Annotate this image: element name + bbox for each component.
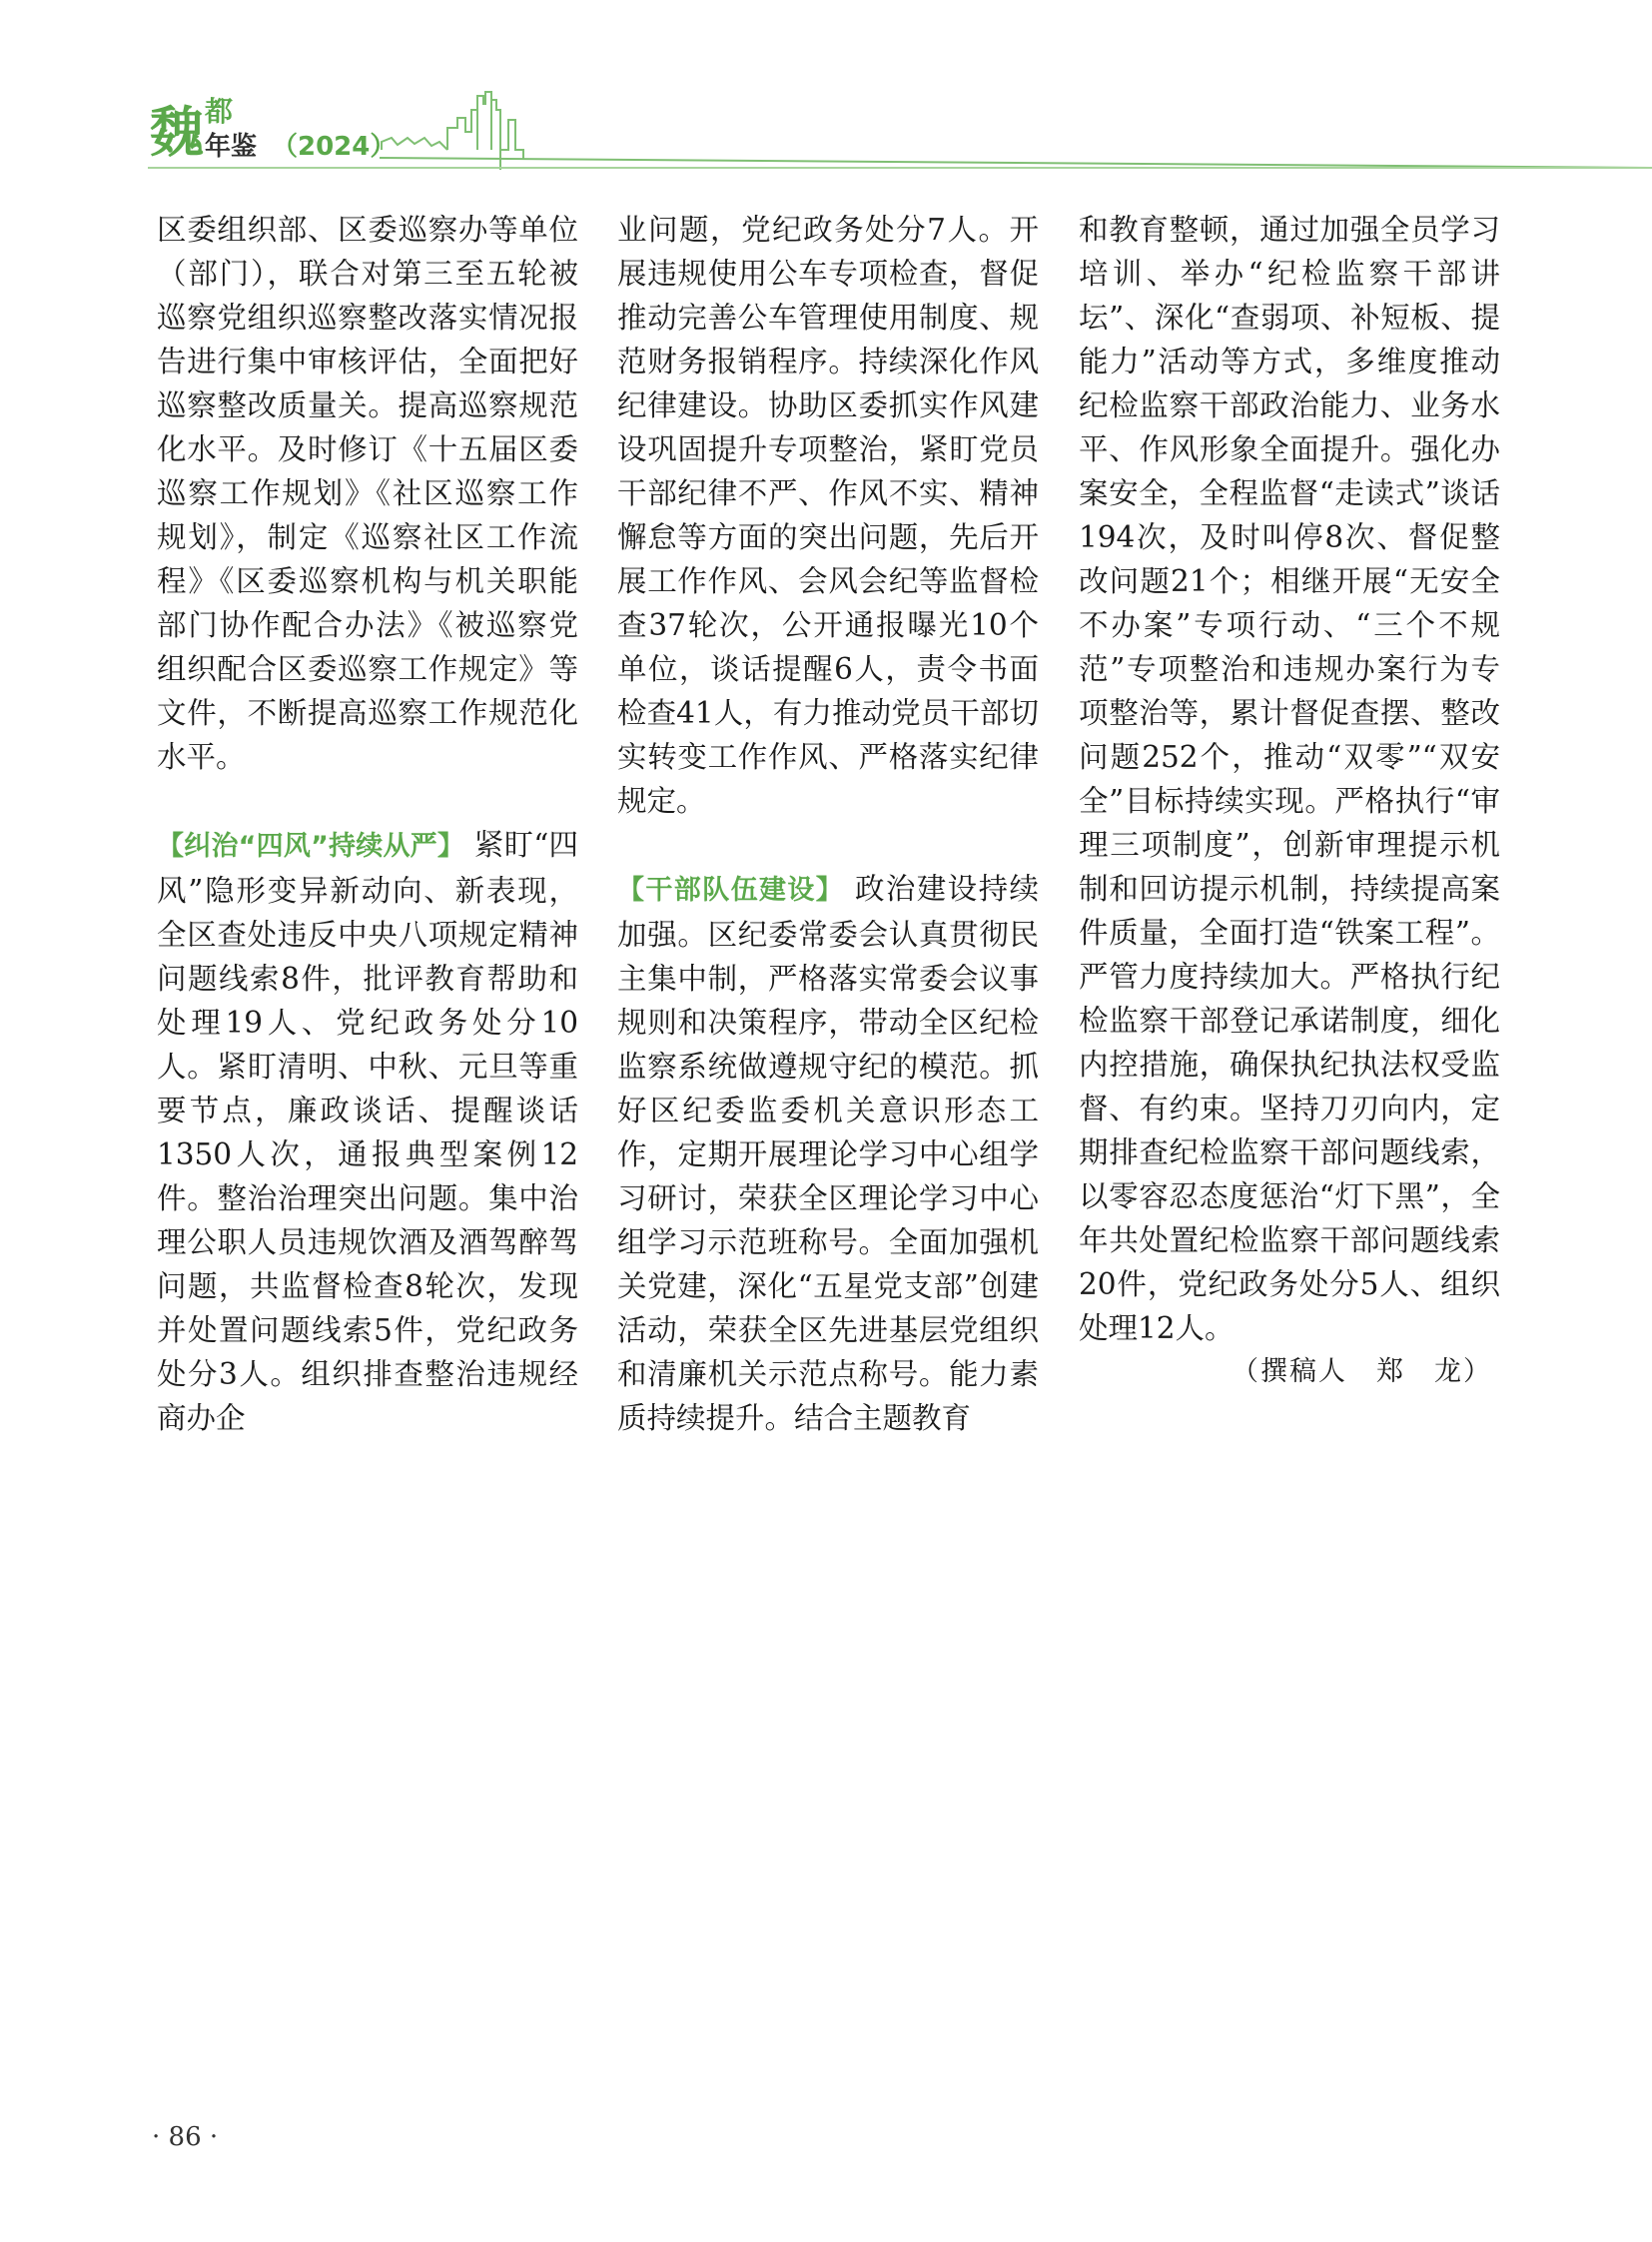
paragraph-gap (157, 779, 578, 823)
page-header (0, 0, 1652, 180)
text-column-1 (157, 208, 578, 1440)
logo-yearbook-label: 年鉴 (205, 132, 258, 162)
text-column-2 (617, 208, 1039, 1440)
paragraph-gap (617, 823, 1039, 867)
section-heading: 【纠治“四风”持续从严】 (157, 831, 465, 862)
logo-char-wei: 魏 (150, 101, 204, 164)
paragraph (617, 867, 1039, 1440)
logo-char-du: 都 (205, 95, 234, 128)
author-byline: （撰稿人 郑 龙） (1232, 1356, 1492, 1387)
paragraph-body: 紧盯“四风”隐形变异新动向、新表现，全区查处违反中央八项规定精神问题线索8件，批评教育帮助和处理19人、党纪政务处分10人。紧盯清明、中秋、元旦等重要节点，廉政谈话、提醒谈话1350人次，通报典型案例12件。整治治理突出问题。集中治理公职人员违规饮酒及酒驾醉驾问题，共监督检查8轮次，发现并处置问题线索5件，党纪政务处分3人。组织排查整治违规经商办企 (157, 828, 578, 1435)
paragraph: 和教育整顿，通过加强全员学习培训、举办“纪检监察干部讲坛”、深化“查弱项、补短板、提能力”活动等方式，多维度推动纪检监察干部政治能力、业务水平、作风形象全面提升。强化办案安全，全程监督“走读式”谈话194次，及时叫停8次、督促整改问题21个；相继开展“无安全不办案”专项行动、“三个不规范”专项整治和违规办案行为专项整治等，累计督促查摆、整改问题252个，推动“双零”“双安全”目标持续实现。严格执行“审理三项制度”，创新审理提示机制和回访提示机制，持续提高案件质量，全面打造“铁案工程”。严管力度持续加大。严格执行纪检监察干部登记承诺制度，细化内控措施，确保执纪执法权受监督、有约束。坚持刀刃向内，定期排查纪检监察干部问题线索，以零容忍态度惩治“灯下黑”，全年共处置纪检监察干部问题线索20件，党纪政务处分5人、组织处理12人。 (1079, 213, 1500, 1345)
logo-year-label: （2024） (272, 132, 397, 162)
text-column-3 (1079, 208, 1500, 1394)
paragraph-body: 政治建设持续加强。区纪委常委会认真贯彻民主集中制，严格落实常委会议事规则和决策程序，带动全区纪检监察系统做遵规守纪的模范。抓好区纪委监委机关意识形态工作，定期开展理论学习中心组学习研讨，荣获全区理论学习中心组学习示范班称号。全面加强机关党建，深化“五星党支部”创建活动，荣获全区先进基层党组织和清廉机关示范点称号。能力素质持续提升。结合主题教育 (617, 872, 1039, 1435)
page-number: · 86 · (152, 2122, 219, 2152)
paragraph: 业问题，党纪政务处分7人。开展违规使用公车专项检查，督促推动完善公车管理使用制度、规范财务报销程序。持续深化作风纪律建设。协助区委抓实作风建设巩固提升专项整治，紧盯党员干部纪律不严、作风不实、精神懈怠等方面的突出问题，先后开展工作作风、会风会纪等监督检查37轮次，公开通报曝光10个单位，谈话提醒6人，责令书面检查41人，有力推动党员干部切实转变工作作风、严格落实纪律规定。 (617, 213, 1039, 818)
paragraph: 区委组织部、区委巡察办等单位（部门），联合对第三至五轮被巡察党组织巡察整改落实情况报告进行集中审核评估，全面把好巡察整改质量关。提高巡察规范化水平。及时修订《十五届区委巡察工作规划》《社区巡察工作规划》，制定《巡察社区工作流程》《区委巡察机构与机关职能部门协作配合办法》《被巡察党组织配合区委巡察工作规定》等文件，不断提高巡察工作规范化水平。 (157, 213, 578, 774)
paragraph (157, 823, 578, 1440)
section-heading: 【干部队伍建设】 (617, 875, 845, 906)
